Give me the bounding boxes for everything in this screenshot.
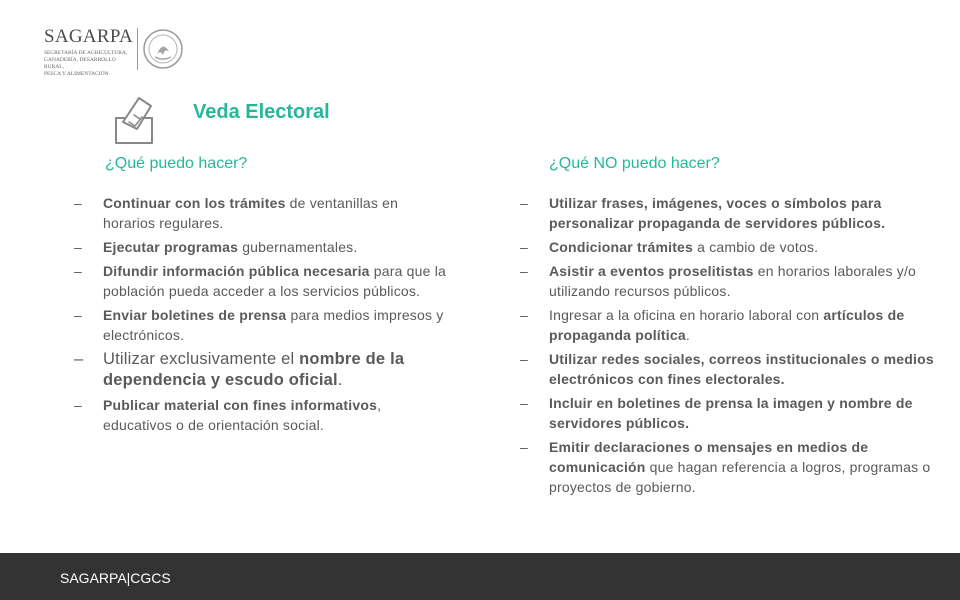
footer-label: SAGARPA|CGCS	[60, 570, 171, 586]
national-seal-icon	[142, 28, 184, 70]
list-item: – Utilizar redes sociales, correos institucionales o medios electrónicos con fines electorales.	[520, 351, 934, 387]
logo-subtitle-line: GANADERÍA, DESARROLLO RURAL,	[44, 57, 116, 70]
list-item: – Continuar con los trámites de ventanillas en horarios regulares.	[74, 195, 399, 231]
list-item: – Utilizar frases, imágenes, voces o símbolos para personalizar propaganda de servidores públicos.	[520, 195, 886, 231]
list-item: – Incluir en boletines de prensa la imagen y nombre de servidores públicos.	[520, 395, 913, 431]
list-item: – Publicar material con fines informativos, educativos o de orientación social.	[74, 397, 382, 433]
logo-subtitle-line: SECRETARÍA DE AGRICULTURA,	[44, 50, 128, 56]
ballot-box-icon	[112, 96, 164, 146]
cannot-do-list	[520, 193, 940, 501]
page-title: Veda Electoral	[193, 101, 330, 123]
sagarpa-logo	[40, 26, 190, 77]
list-item: – Utilizar exclusivamente el nombre de la dependencia y escudo oficial.	[74, 350, 405, 389]
list-item: – Condicionar trámites a cambio de votos.	[520, 239, 819, 255]
list-item: – Asistir a eventos proselitistas en horarios laborales y/o utilizando recursos públicos.	[520, 263, 917, 299]
list-item: – Emitir declaraciones o mensajes en medios de comunicación que hagan referencia a logros, programas o proyectos de gobierno.	[520, 439, 931, 495]
cannot-do-heading: ¿Qué NO puedo hacer?	[549, 155, 720, 172]
list-item: – Ejecutar programas gubernamentales.	[74, 239, 358, 255]
list-item: – Enviar boletines de prensa para medios impresos y electrónicos.	[74, 307, 444, 343]
list-item: – Ingresar a la oficina en horario laboral con artículos de propaganda política.	[520, 307, 905, 343]
list-item: – Difundir información pública necesaria para que la población pueda acceder a los servicios públicos.	[74, 263, 447, 299]
can-do-list	[74, 193, 446, 439]
can-do-heading: ¿Qué puedo hacer?	[105, 155, 248, 172]
logo-divider	[137, 28, 138, 70]
logo-subtitle	[44, 50, 134, 78]
logo-wordmark: SAGARPA	[44, 26, 134, 47]
footer-bar	[0, 553, 960, 600]
logo-subtitle-line: PESCA Y ALIMENTACIÓN	[44, 71, 109, 77]
